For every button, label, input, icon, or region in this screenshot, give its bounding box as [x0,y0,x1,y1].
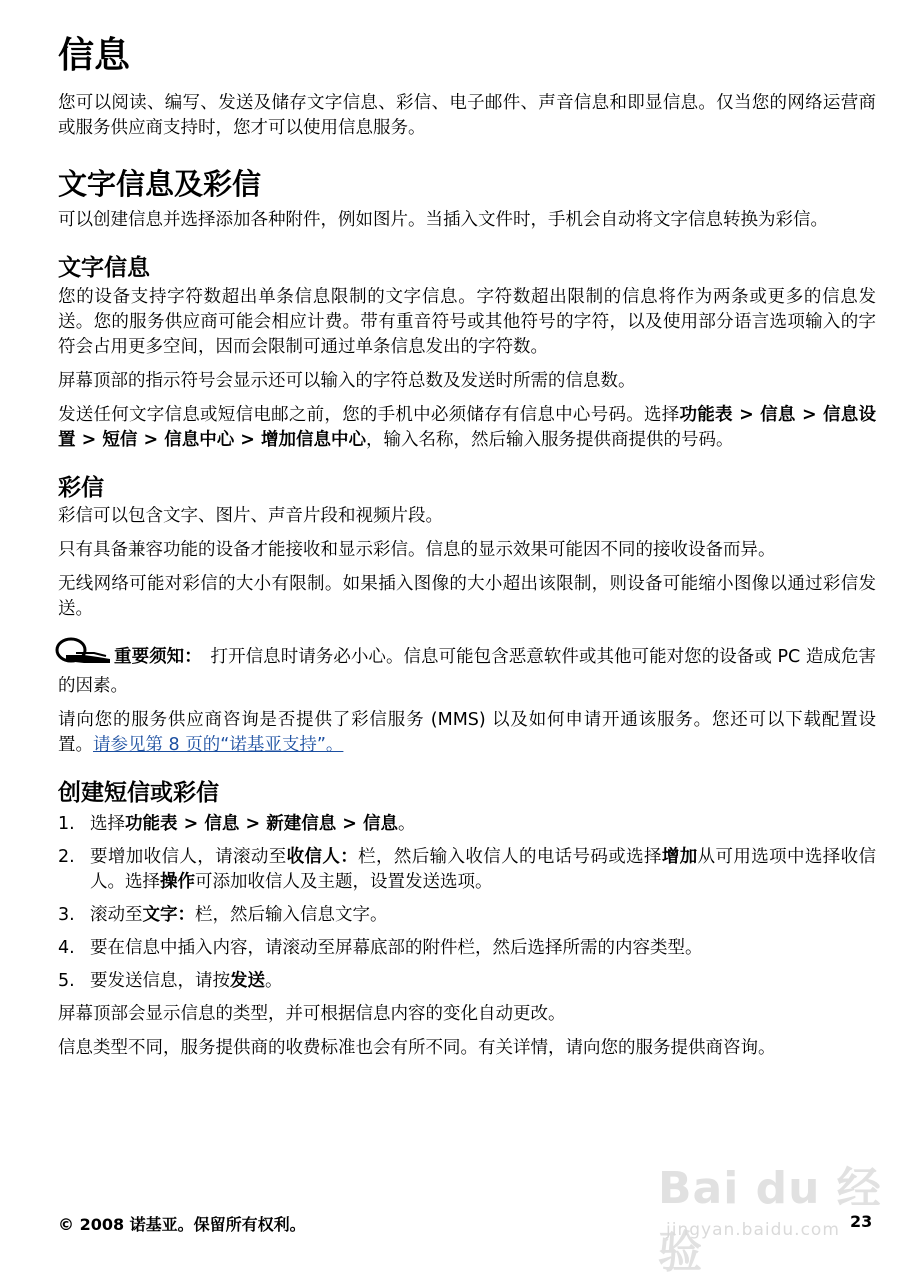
step-text: 要增加收信人，请滚动至 [90,846,287,867]
mms-paragraph-2: 只有具备兼容功能的设备才能接收和显示彩信。信息的显示效果可能因不同的接收设备而异。 [58,540,776,561]
mms-paragraph-1: 彩信可以包含文字、图片、声音片段和视频片段。 [58,506,443,527]
create-paragraph-2: 信息类型不同，服务提供商的收费标准也会有所不同。有关详情，请向您的服务提供商咨询。 [58,1037,776,1058]
text-paragraph-1: 您的设备支持字符数超出单条信息限制的文字信息。字符数超出限制的信息将作为两条或更多的信息发送。您的服务供应商可能会相应计费。带有重音符号或其他符号的字符，以及使用部分语言选项输入的字符会占用更多空间，因而会限制可通过单条信息发出的字符数。 [58,286,876,357]
mms-paragraph-3: 无线网络可能对彩信的大小有限制。如果插入图像的大小超出该限制，则设备可能缩小图像以通过彩信发送。 [58,574,876,620]
watermark-url: jingyan.baidu.com [666,1220,840,1240]
menu-path: 功能表 > 信息 > 信息设置 > 短信 > 信息中心 > 增加信息中心 [58,404,877,450]
baidu-watermark [640,1138,902,1278]
text-p3-pre: 发送任何文字信息或短信电邮之前，您的手机中必须储存有信息中心号码。选择 [58,404,680,425]
step-number: 5. [58,970,75,991]
step-text: 。 [265,970,283,991]
nokia-support-link[interactable]: 请参见第 8 页的“诺基亚支持”。 [93,735,344,756]
important-note [58,636,876,699]
step-text: 可添加收信人及主题，设置发送选项。 [195,871,493,892]
step-text: 要在信息中插入内容，请滚动至屏幕底部的附件栏，然后选择所需的内容类型。 [90,937,703,958]
intro-paragraph: 您可以阅读、编写、发送及储存文字信息、彩信、电子邮件、声音信息和即显信息。仅当您的网络运营商或服务供应商支持时，您才可以使用信息服务。 [58,93,876,139]
step-text: 选择 [90,813,125,834]
heading-text-and-mms: 文字信息及彩信 [58,167,262,202]
create-paragraph-1: 屏幕顶部会显示信息的类型，并可根据信息内容的变化自动更改。 [58,1003,566,1024]
text-mms-paragraph: 可以创建信息并选择添加各种附件，例如图片。当插入文件时，手机会自动将文字信息转换为彩信。 [58,209,828,230]
document-page [58,34,876,1070]
list-item [58,812,876,837]
step-text: 栏，然后输入信息文字。 [195,904,388,925]
note-body: 打开信息时请务必小心。信息可能包含恶意软件或其他可能对您的设备或 PC 造成危害的因素。 [58,647,877,697]
step-text: 要发送信息，请按 [90,970,230,991]
note-label: 重要须知： [114,647,194,668]
step-text: 滚动至 [90,904,143,925]
step-text: 栏，然后输入收信人的电话号码或选择 [358,846,662,867]
mms-p4-text: 请向您的服务供应商咨询是否提供了彩信服务 (MMS) 以及如何申请开通该服务。您还可以下载配置设置。 [58,710,876,756]
heading-mms: 彩信 [58,474,104,501]
watermark-brand: Bai du 经验 [658,1163,882,1278]
step-bold: 收信人： [286,846,359,867]
text-p3-post: ，输入名称，然后输入服务提供商提供的号码。 [366,429,734,450]
step-number: 1. [58,813,75,834]
heading-create-message: 创建短信或彩信 [58,780,219,807]
footer-copyright: © 2008 诺基亚。保留所有权利。 [58,1215,306,1234]
steps-list [58,812,876,994]
page-title: 信息 [58,35,131,76]
mms-paragraph-4 [58,708,876,758]
list-item [58,969,876,994]
step-number: 3. [58,904,75,925]
list-item [58,845,876,895]
step-bold: 功能表 > 信息 > 新建信息 > 信息 [125,813,399,834]
step-bold: 文字： [142,904,195,925]
text-paragraph-3 [58,403,876,453]
list-item [58,903,876,928]
text-paragraph-2: 屏幕顶部的指示符号会显示还可以输入的字符总数及发送时所需的信息数。 [58,370,636,391]
step-text: 从可用选项中选择收信人。选择 [90,846,877,892]
step-bold: 操作 [160,871,195,892]
step-number: 4. [58,937,75,958]
step-bold: 发送 [230,970,265,991]
warning-hand-icon [54,636,112,674]
heading-text-messages: 文字信息 [58,254,150,281]
step-text: 。 [398,813,416,834]
step-bold: 增加 [661,846,698,867]
page-number: 23 [850,1212,873,1231]
step-number: 2. [58,846,75,867]
list-item [58,936,876,961]
